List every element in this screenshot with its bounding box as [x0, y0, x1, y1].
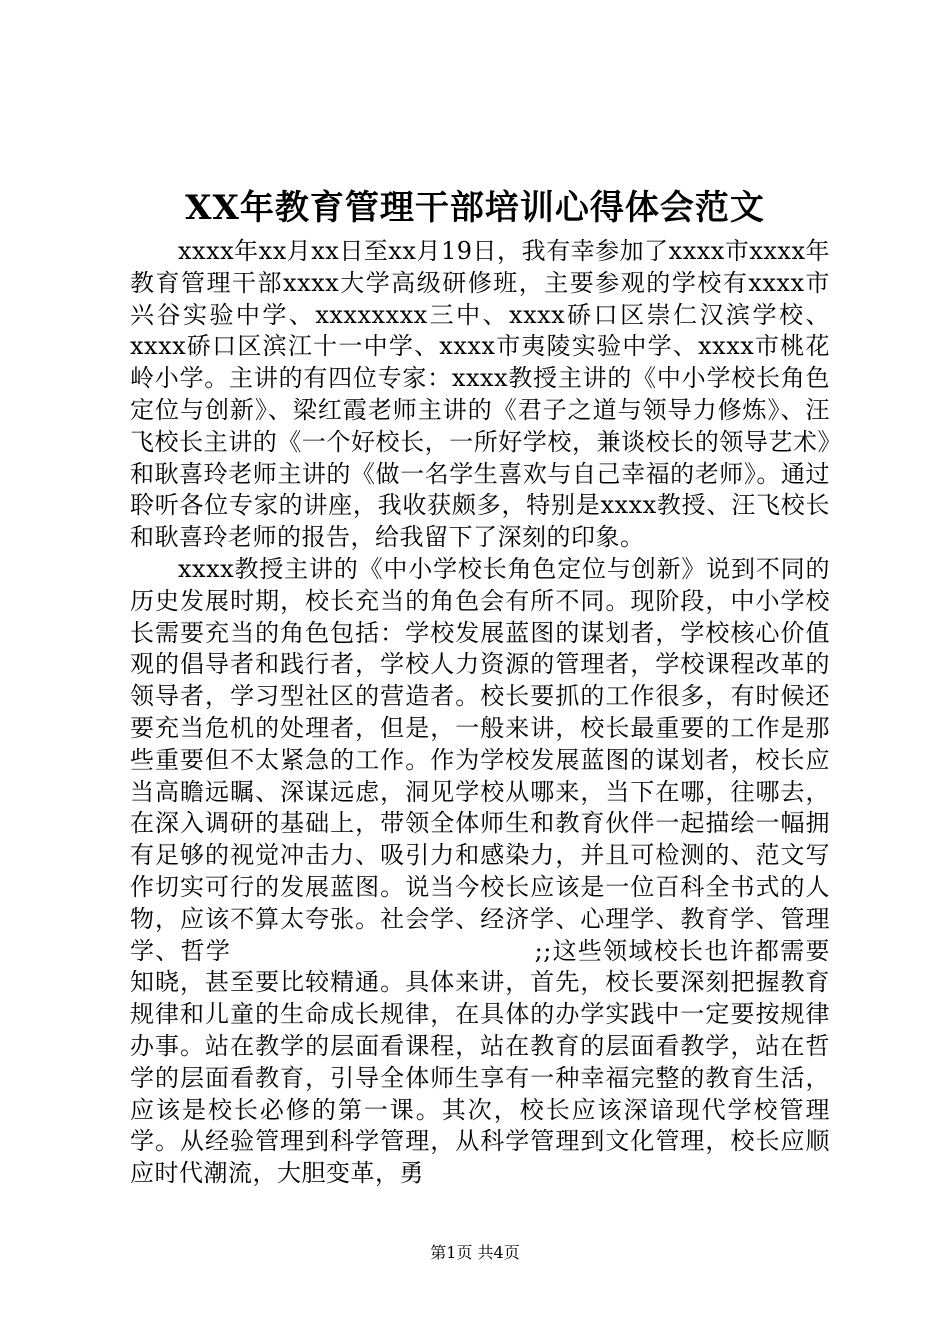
- document-body: [130, 236, 830, 1190]
- document-title: XX年教育管理干部培训心得体会范文: [185, 188, 765, 228]
- paragraph-2: xxxx教授主讲的《中小学校长角色定位与创新》说到不同的历史发展时期，校长充当的角色会有所不同。现阶段，中小学校长需要充当的角色包括：学校发展蓝图的谋划者，学校核心价值观的倡导者和践行者，学校人力资源的管理者，学校课程改革的领导者，学习型社区的营造者。校长要抓的工作很多，有时候还要充当危机的处理者，但是，一般来讲，校长最重要的工作是那些重要但不太紧急的工作。作为学校发展蓝图的谋划者，校长应当高瞻远瞩、深谋远虑，洞见学校从哪来，当下在哪，往哪去，在深入调研的基础上，带领全体师生和教育伙伴一起描绘一幅拥有足够的视觉冲击力、吸引力和感染力，并且可检测的、范文写作切实可行的发展蓝图。说当今校长应该是一位百科全书式的人物，应该不算太夸张。社会学、经济学、心理学、教育学、管理学、哲学 ;;这些领域校长也许都需要知晓，甚至要比较精通。具体来讲，首先，校长要深刻把握教育规律和儿童的生命成长规律，在具体的办学实践中一定要按规律办事。站在教学的层面看课程，站在教育的层面看教学，站在哲学的层面看教育，引导全体师生享有一种幸福完整的教育生活，应该是校长必修的第一课。其次，校长应该深谙现代学校管理学。从经验管理到科学管理，从科学管理到文化管理，校长应顺应时代潮流，大胆变革，勇: [130, 554, 830, 1188]
- paragraph-1: xxxx年xx月xx日至xx月19日，我有幸参加了xxxx市xxxx年教育管理干部xxxx大学高级研修班，主要参观的学校有xxxx市兴谷实验中学、xxxxxxxx三中、xxxx硚口区崇仁汉滨学校、xxxx硚口区滨江十一中学、xxxx市夷陵实验中学、xxxx市桃花岭小学。主讲的有四位专家：xxxx教授主讲的《中小学校长角色定位与创新》、梁红霞老师主讲的《君子之道与领导力修炼》、汪飞校长主讲的《一个好校长，一所好学校，兼谈校长的领导艺术》和耿喜玲老师主讲的《做一名学生喜欢与自己幸福的老师》。通过聆听各位专家的讲座，我收获颇多，特别是xxxx教授、汪飞校长和耿喜玲老师的报告，给我留下了深刻的印象。: [130, 237, 830, 552]
- page-footer: 第1页 共4页: [430, 1243, 520, 1262]
